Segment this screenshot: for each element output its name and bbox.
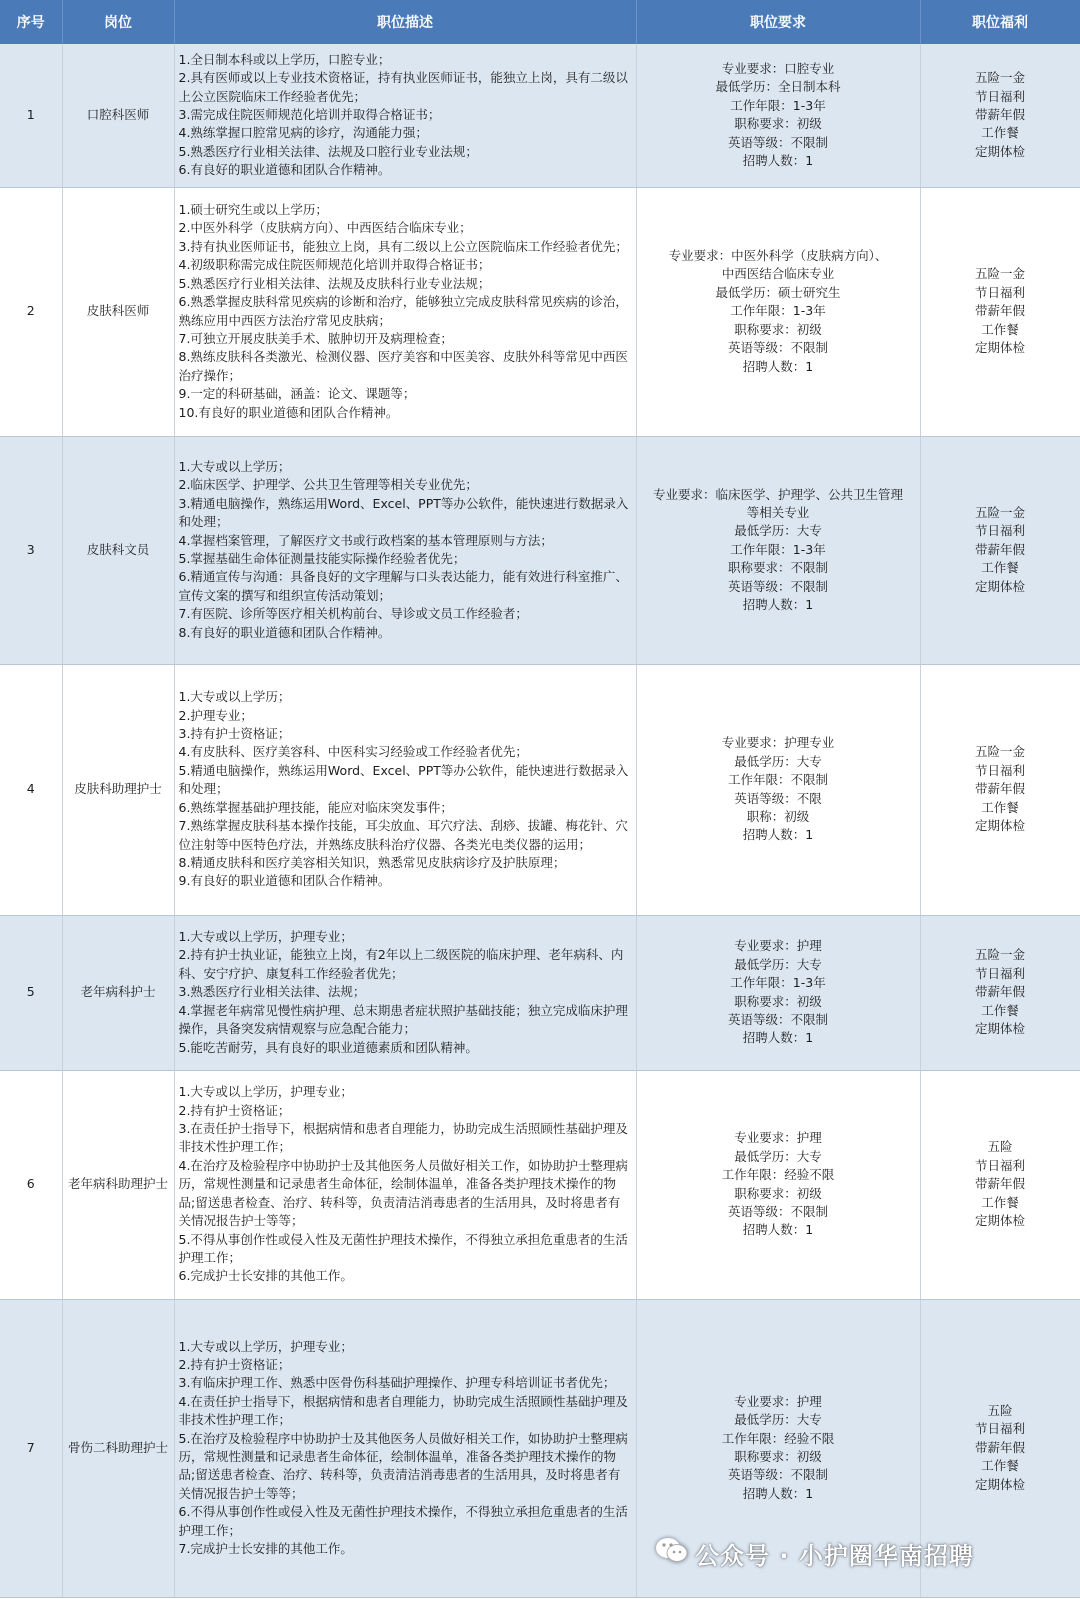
watermark-text: 公众号 · 小护圈华南招聘 (695, 1541, 974, 1570)
description-item: 7.有医院、诊所等医疗相关机构前台、导诊或文员工作经验者； (178, 606, 528, 622)
description-item: 2.具有医师或以上专业技术资格证，持有执业医师证书，能独立上岗，具有二级以上公立医院临床工作经验者优先； (178, 70, 628, 104)
description-item: 4.掌握档案管理，了解医疗文书或行政档案的基本管理原则与方法； (178, 532, 553, 548)
benefit-item: 五险一金 (974, 744, 1025, 760)
row-number: 7 (0, 1299, 62, 1597)
requirement-item: 专业要求：护理 (734, 938, 822, 954)
benefit-item: 定期体检 (974, 818, 1025, 834)
description-item: 1.大专或以上学历； (178, 458, 291, 474)
requirement-item: 招聘人数：1 (742, 1485, 814, 1501)
description-item: 6.熟练掌握基础护理技能，能应对临床突发事件； (178, 799, 453, 815)
requirement-item: 英语等级：不限 (734, 790, 822, 806)
position-requirements (636, 187, 920, 436)
benefit-item: 带薪年假 (974, 541, 1025, 557)
benefit-item: 定期体检 (974, 1021, 1025, 1037)
description-item: 4.掌握老年病常见慢性病护理、总末期患者症状照护基础技能；独立完成临床护理操作，具备突发病情观察与应急配合能力； (178, 1002, 628, 1037)
description-item: 1.全日制本科或以上学历，口腔专业； (178, 51, 391, 67)
description-item: 6.有良好的职业道德和团队合作精神。 (178, 162, 391, 178)
requirement-item: 专业要求：中医外科学（皮肤病方向）、 (668, 248, 888, 264)
position-benefits (920, 1070, 1080, 1299)
table-header-row (0, 0, 1080, 44)
requirement-item: 职称要求：不限制 (727, 560, 828, 576)
position-name: 口腔科医师 (62, 44, 174, 187)
position-name: 皮肤科助理护士 (62, 664, 174, 915)
position-requirements (636, 1070, 920, 1299)
requirement-item: 中西医结合临床专业 (721, 266, 835, 282)
description-item: 8.有良好的职业道德和团队合作精神。 (178, 624, 391, 640)
requirement-item: 最低学历：大专 (734, 753, 822, 769)
position-requirements (636, 436, 920, 664)
position-description (174, 1070, 636, 1299)
description-item: 5.熟悉医疗行业相关法律、法规及口腔行业专业法规； (178, 143, 478, 159)
table-row (0, 664, 1080, 915)
requirement-item: 职称要求：初级 (734, 1449, 822, 1464)
description-item: 4.在治疗及检验程序中协助护士及其他医务人员做好相关工作，如协助护士整理病历，常规性测量和记录患者生命体征，绘制体温单，准备各类护理技术操作的物品;留送患者检查、治疗、转科等，负责清洁消毒患者的生活用具，及时将患者有关情况报告护士等等； (178, 1157, 628, 1229)
table-row (0, 187, 1080, 436)
description-item: 4.初级职称需完成住院医师规范化培训并取得合格证书； (178, 257, 491, 273)
requirement-item: 专业要求：口腔专业 (721, 61, 835, 77)
benefit-item: 五险一金 (974, 70, 1025, 86)
position-name: 皮肤科医师 (62, 187, 174, 436)
description-item: 3.有临床护理工作、熟悉中医骨伤科基础护理操作、护理专科培训证书者优先； (178, 1375, 616, 1391)
benefit-item: 带薪年假 (974, 107, 1025, 123)
benefit-item: 工作餐 (981, 1002, 1019, 1018)
table-row (0, 915, 1080, 1070)
benefit-item: 定期体检 (974, 340, 1025, 356)
description-item: 5.不得从事创作性或侵入性及无菌性护理技术操作，不得独立承担危重患者的生活护理工作； (178, 1231, 628, 1265)
row-number: 1 (0, 44, 62, 187)
requirement-item: 职称：初级 (746, 808, 810, 824)
benefit-item: 五险一金 (974, 504, 1025, 520)
requirement-item: 专业要求：护理 (734, 1130, 822, 1146)
description-item: 5.在治疗及检验程序中协助护士及其他医务人员做好相关工作，如协助护士整理病历，常规性测量和记录患者生命体征，绘制体温单，准备各类护理技术操作的物品;留送患者检查、治疗、转科等，负责清洁消毒患者的生活用具，及时将患者有关情况报告护士等等； (178, 1430, 628, 1501)
benefit-item: 定期体检 (974, 1213, 1025, 1229)
requirement-item: 最低学历：全日制本科 (715, 79, 841, 95)
description-item: 1.大专或以上学历； (178, 689, 291, 705)
benefit-item: 定期体检 (974, 143, 1025, 159)
description-item: 2.持有护士资格证； (178, 1356, 291, 1372)
position-benefits (920, 436, 1080, 664)
requirement-item: 英语等级：不限制 (727, 1203, 828, 1219)
description-item: 1.硕士研究生或以上学历； (178, 202, 328, 218)
row-number: 3 (0, 436, 62, 664)
requirement-item: 专业要求：护理专业 (721, 735, 835, 751)
description-item: 5.精通电脑操作，熟练运用Word、Excel、PPT等办公软件，能快速进行数据录入和处理； (178, 762, 629, 797)
benefit-item: 定期体检 (974, 578, 1025, 594)
benefit-item: 节日福利 (974, 965, 1025, 981)
position-description (174, 1299, 636, 1597)
description-item: 7.可独立开展皮肤美手术、脓肿切开及病理检查； (178, 330, 453, 346)
description-item: 5.熟悉医疗行业相关法律、法规及皮肤科行业专业法规； (178, 275, 491, 291)
position-requirements (636, 915, 920, 1070)
description-item: 6.精通宣传与沟通：具备良好的文字理解与口头表达能力，能有效进行科室推广、宣传文案的撰写和组织宣传活动策划； (178, 569, 628, 603)
position-requirements (636, 664, 920, 915)
benefit-item: 带薪年假 (974, 984, 1025, 1000)
requirement-item: 招聘人数：1 (742, 597, 814, 613)
description-item: 3.精通电脑操作，熟练运用Word、Excel、PPT等办公软件，能快速进行数据录入和处理； (178, 495, 629, 530)
description-item: 2.护理专业； (178, 707, 253, 723)
benefit-item: 工作餐 (981, 560, 1019, 576)
description-item: 2.中医外科学（皮肤病方向）、中西医结合临床专业； (178, 220, 472, 236)
requirement-item: 招聘人数：1 (742, 1222, 814, 1238)
benefit-item: 节日福利 (974, 762, 1025, 778)
benefit-item: 节日福利 (974, 284, 1025, 300)
description-item: 9.有良好的职业道德和团队合作精神。 (178, 873, 391, 889)
position-description (174, 44, 636, 187)
requirement-item: 招聘人数：1 (742, 1030, 814, 1046)
requirement-item: 最低学历：硕士研究生 (715, 284, 841, 300)
requirement-item: 职称要求：初级 (734, 321, 822, 337)
position-benefits (920, 664, 1080, 915)
requirement-item: 工作年限：1-3年 (730, 975, 826, 991)
description-item: 5.能吃苦耐劳，具有良好的职业道德素质和团队精神。 (178, 1039, 478, 1055)
requirement-item: 工作年限：经验不限 (721, 1430, 835, 1446)
benefit-item: 工作餐 (981, 1194, 1019, 1210)
benefit-item: 工作餐 (981, 1458, 1019, 1474)
requirement-item: 工作年限：不限制 (727, 772, 828, 788)
position-description (174, 915, 636, 1070)
description-item: 1.大专或以上学历，护理专业； (178, 1338, 353, 1354)
description-item: 8.熟练皮肤科各类激光、检测仪器、医疗美容和中医美容、皮肤外科等常见中西医治疗操作； (178, 349, 628, 383)
benefit-item: 五险 (987, 1402, 1013, 1418)
benefit-item: 定期体检 (974, 1476, 1025, 1492)
description-item: 2.持有护士执业证，能独立上岗，有2年以上二级医院的临床护理、老年病科、内科、安宁疗护、康复科工作经验者优先； (178, 947, 624, 981)
header-requirements: 职位要求 (636, 0, 920, 44)
description-item: 10.有良好的职业道德和团队合作精神。 (178, 404, 399, 420)
description-item: 3.持有护士资格证； (178, 726, 291, 742)
requirement-item: 工作年限：1-3年 (730, 303, 826, 319)
description-item: 4.在责任护士指导下，根据病情和患者自理能力，协助完成生活照顾性基础护理及非技术性护理工作； (178, 1393, 628, 1428)
benefit-item: 工作餐 (981, 321, 1019, 337)
description-item: 9.一定的科研基础，涵盖：论文、课题等； (178, 386, 416, 402)
row-number: 2 (0, 187, 62, 436)
position-description (174, 436, 636, 664)
benefit-item: 带薪年假 (974, 1176, 1025, 1192)
requirement-item: 最低学历：大专 (734, 956, 822, 972)
position-benefits (920, 44, 1080, 187)
description-item: 4.熟练掌握口腔常见病的诊疗，沟通能力强； (178, 125, 428, 141)
requirement-item: 最低学历：大专 (734, 1148, 822, 1164)
requirement-item: 职称要求：初级 (734, 993, 822, 1009)
requirement-item: 招聘人数：1 (742, 827, 814, 843)
position-description (174, 187, 636, 436)
requirement-item: 英语等级：不限制 (727, 1011, 828, 1027)
row-number: 5 (0, 915, 62, 1070)
header-benefits: 职位福利 (920, 0, 1080, 44)
benefit-item: 工作餐 (981, 125, 1019, 141)
benefit-item: 节日福利 (974, 1157, 1025, 1173)
requirement-item: 英语等级：不限制 (727, 134, 828, 150)
header-position: 岗位 (62, 0, 174, 44)
row-number: 4 (0, 664, 62, 915)
benefit-item: 五险一金 (974, 947, 1025, 963)
requirement-item: 最低学历：大专 (734, 1412, 822, 1428)
requirement-item: 职称要求：初级 (734, 1185, 822, 1201)
benefit-item: 带薪年假 (974, 781, 1025, 797)
table-row (0, 1070, 1080, 1299)
requirement-item: 英语等级：不限制 (727, 1467, 828, 1483)
requirement-item: 招聘人数：1 (742, 153, 814, 169)
position-description (174, 664, 636, 915)
table-row (0, 436, 1080, 664)
description-item: 6.熟悉掌握皮肤科常见疾病的诊断和治疗，能够独立完成皮肤科常见疾病的诊治，熟练应用中西医方法治疗常见皮肤病； (178, 294, 628, 328)
description-item: 4.有皮肤科、医疗美容科、中医科实习经验或工作经验者优先； (178, 744, 528, 760)
description-item: 5.掌握基础生命体征测量技能实际操作经验者优先； (178, 551, 466, 566)
position-benefits (920, 187, 1080, 436)
benefit-item: 工作餐 (981, 799, 1019, 815)
position-name: 老年病科助理护士 (62, 1070, 174, 1299)
position-name: 骨伤二科助理护士 (62, 1299, 174, 1597)
requirement-item: 英语等级：不限制 (727, 340, 828, 356)
description-item: 1.大专或以上学历，护理专业； (178, 1084, 353, 1100)
description-item: 7.熟练掌握皮肤科基本操作技能，耳尖放血、耳穴疗法、刮痧、拔罐、梅花针、穴位注射等中医特色疗法，并熟练皮肤科治疗仪器、各类光电类仪器的运用； (178, 818, 628, 852)
benefit-item: 带薪年假 (974, 1439, 1025, 1455)
requirement-item: 工作年限：经验不限 (721, 1167, 835, 1183)
description-item: 3.需完成住院医师规范化培训并取得合格证书； (178, 107, 441, 123)
description-item: 3.熟悉医疗行业相关法律、法规； (178, 984, 366, 1000)
row-number: 6 (0, 1070, 62, 1299)
description-item: 8.精通皮肤科和医疗美容相关知识，熟悉常见皮肤病诊疗及护肤原理； (178, 854, 566, 870)
benefit-item: 节日福利 (974, 88, 1025, 104)
requirement-item: 英语等级：不限制 (727, 578, 828, 594)
description-item: 2.持有护士资格证； (178, 1102, 291, 1118)
wechat-icon (655, 1536, 689, 1570)
requirement-item: 工作年限：1-3年 (730, 541, 826, 557)
position-benefits (920, 915, 1080, 1070)
description-item: 1.大专或以上学历，护理专业； (178, 929, 353, 945)
benefit-item: 五险一金 (974, 266, 1025, 282)
requirement-item: 等相关专业 (746, 504, 810, 520)
description-item: 7.完成护士长安排的其他工作。 (178, 1541, 353, 1557)
description-item: 3.在责任护士指导下，根据病情和患者自理能力，协助完成生活照顾性基础护理及非技术性护理工作； (178, 1121, 628, 1155)
benefit-item: 节日福利 (974, 523, 1025, 539)
position-requirements (636, 44, 920, 187)
requirement-item: 专业要求：临床医学、护理学、公共卫生管理 (652, 486, 903, 502)
requirement-item: 职称要求：初级 (734, 116, 822, 132)
benefit-item: 五险 (987, 1139, 1013, 1155)
requirement-item: 工作年限：1-3年 (730, 97, 826, 113)
requirement-item: 招聘人数：1 (742, 358, 814, 374)
benefit-item: 节日福利 (974, 1421, 1025, 1437)
description-item: 3.持有执业医师证书，能独立上岗，具有二级以上公立医院临床工作经验者优先； (178, 238, 628, 254)
benefit-item: 带薪年假 (974, 303, 1025, 319)
header-no: 序号 (0, 0, 62, 44)
requirement-item: 专业要求：护理 (734, 1393, 822, 1409)
watermark (655, 1538, 974, 1568)
position-name: 老年病科护士 (62, 915, 174, 1070)
position-name: 皮肤科文员 (62, 436, 174, 664)
description-item: 6.不得从事创作性或侵入性及无菌性护理技术操作，不得独立承担危重患者的生活护理工作； (178, 1504, 628, 1538)
description-item: 2.临床医学、护理学、公共卫生管理等相关专业优先； (178, 477, 478, 493)
requirement-item: 最低学历：大专 (734, 523, 822, 539)
table-body (0, 44, 1080, 1597)
table-row (0, 44, 1080, 187)
header-description: 职位描述 (174, 0, 636, 44)
description-item: 6.完成护士长安排的其他工作。 (178, 1268, 353, 1284)
